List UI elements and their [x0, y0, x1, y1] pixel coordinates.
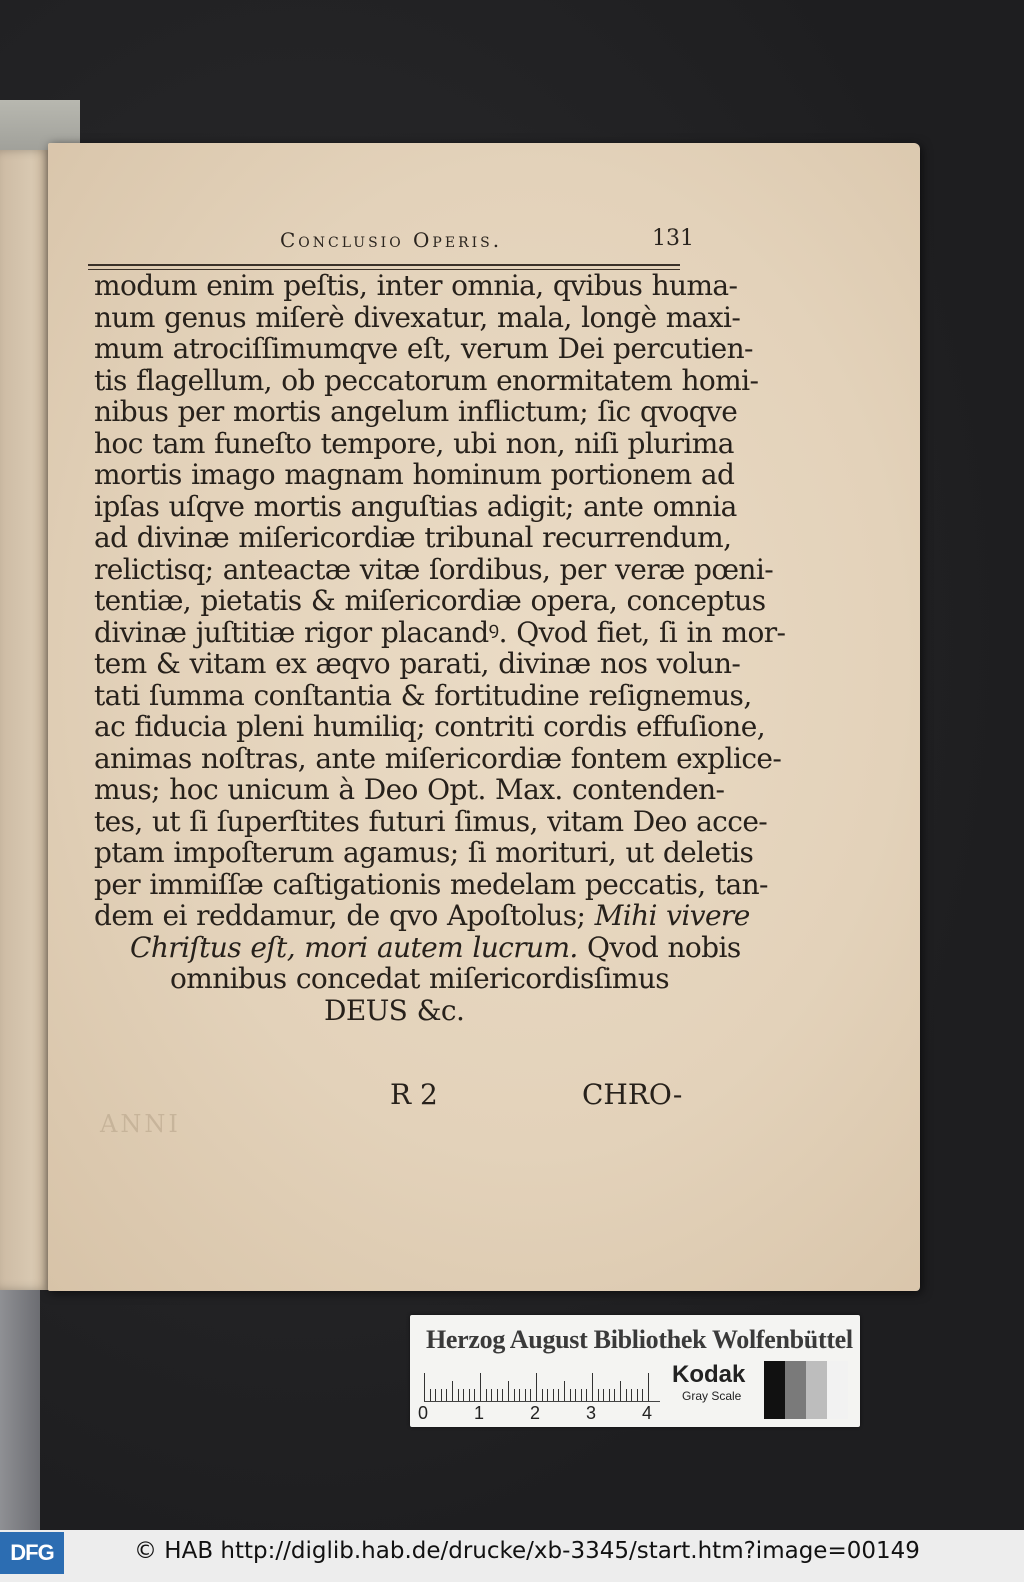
gray-swatch — [785, 1361, 806, 1419]
ruler-number: 3 — [586, 1403, 597, 1423]
ruler-number: 0 — [418, 1403, 429, 1423]
library-name: Herzog August Bibliothek Wolfenbüttel — [426, 1325, 853, 1354]
text-line: tis flagellum, ob peccatorum enormitatem homi- — [94, 363, 759, 397]
bleed-through-text: ANNI — [100, 1110, 181, 1138]
color-calibration-card — [410, 1315, 860, 1427]
ruler-number: 1 — [474, 1403, 485, 1423]
dfg-logo: DFG — [0, 1532, 64, 1574]
text-line: per immiſſæ caſtigationis medelam peccatis, tan- — [94, 867, 768, 901]
ruler-tick — [463, 1389, 464, 1401]
text-line: num genus miſerè divexatur, mala, longè maxi- — [94, 300, 741, 334]
text-line: omnibus concedat miſericordisſimus — [170, 962, 670, 995]
spine-strip — [0, 1290, 40, 1540]
signature-mark: R 2 — [390, 1078, 438, 1111]
text-line-italic: Chriſtus eſt, mori autem lucrum. — [130, 930, 578, 964]
ruler-tick — [452, 1381, 453, 1401]
ruler-tick — [575, 1389, 576, 1401]
text-line: ac fiducia pleni humiliq; contriti cordis effuſione, — [94, 710, 766, 743]
text-line: mus; hoc unicum à Deo Opt. Max. contenden- — [94, 773, 725, 806]
text-line — [94, 899, 750, 932]
text-line: hoc tam funeſto tempore, ubi non, niſi plurima — [94, 426, 734, 460]
kodak-logo: Kodak — [672, 1361, 746, 1388]
ruler-tick — [570, 1389, 571, 1401]
ruler-tick — [502, 1389, 503, 1401]
gray-swatch — [764, 1361, 785, 1419]
text-line: modum enim peſtis, inter omnia, qvibus huma- — [94, 269, 738, 302]
ruler-tick — [514, 1389, 515, 1401]
page-header — [84, 224, 694, 260]
previous-leaf-edge — [0, 150, 52, 1290]
ruler-tick — [614, 1389, 615, 1401]
text-line: tes, ut ſi ſuperſtites futuri ſimus, vitam Deo acce- — [94, 804, 768, 838]
ruler-tick — [508, 1381, 509, 1401]
body-text — [94, 269, 786, 1027]
text-line: mum atrociſſimumqve eſt, verum Dei percutien- — [94, 332, 753, 365]
ruler-number: 2 — [530, 1403, 541, 1423]
text-line: relictisq; anteactæ vitæ ſordibus, per veræ pœni- — [94, 552, 774, 586]
ruler-tick — [486, 1389, 487, 1401]
text-line: tentiæ, pietatis & miſericordiæ opera, conceptus — [94, 584, 766, 617]
ruler-tick — [586, 1389, 587, 1401]
ruler-tick — [592, 1373, 593, 1401]
text-line: tem & vitam ex æqvo parati, divinæ nos volun- — [94, 647, 741, 680]
ruler-tick — [435, 1389, 436, 1401]
text-line-roman: Qvod nobis — [587, 930, 741, 964]
closing-line: DEUS &c. — [324, 993, 465, 1027]
ruler-number: 4 — [642, 1403, 653, 1423]
ruler-tick — [603, 1389, 604, 1401]
ruler-tick — [424, 1373, 425, 1401]
text-line-roman: dem ei reddamur, de qvo Apoſtolus; — [94, 899, 586, 932]
ruler-tick — [558, 1389, 559, 1401]
ruler-tick — [598, 1389, 599, 1401]
ruler-tick — [530, 1389, 531, 1401]
text-line: animas noſtras, ante miſericordiæ fontem explice- — [94, 741, 782, 775]
ruler-tick — [637, 1389, 638, 1401]
text-line: nibus per mortis angelum inflictum; ſic qvoqve — [94, 395, 738, 428]
ruler-tick — [525, 1389, 526, 1401]
ruler-tick — [581, 1389, 582, 1401]
ruler-tick — [480, 1373, 481, 1401]
scale-ruler — [424, 1369, 660, 1402]
text-line: mortis imago magnam hominum portionem ad — [94, 458, 735, 491]
ruler-tick — [458, 1389, 459, 1401]
ruler-tick — [626, 1389, 627, 1401]
ruler-tick — [474, 1389, 475, 1401]
running-head: Conclusio Operis. — [280, 228, 503, 252]
ruler-tick — [469, 1389, 470, 1401]
ruler-tick — [564, 1381, 565, 1401]
ruler-tick — [642, 1389, 643, 1401]
text-line: tati ſumma conſtantia & fortitudine reſignemus, — [94, 678, 752, 712]
text-line: ptam impoſterum agamus; ſi morituri, ut deletis — [94, 836, 754, 869]
ruler-tick — [609, 1389, 610, 1401]
ruler-tick — [491, 1389, 492, 1401]
catchword: CHRO- — [582, 1078, 683, 1111]
viewer-footer — [0, 1530, 1024, 1582]
ruler-tick — [648, 1373, 649, 1401]
ruler-numbers — [418, 1403, 668, 1423]
ruler-tick — [497, 1389, 498, 1401]
text-line: divinæ juſtitiæ rigor placandꝰ. Qvod fiet, ſi in mor- — [94, 615, 786, 649]
ruler-tick — [553, 1389, 554, 1401]
gray-swatch — [827, 1361, 848, 1419]
ruler-tick — [542, 1389, 543, 1401]
ruler-tick — [620, 1381, 621, 1401]
ruler-tick — [547, 1389, 548, 1401]
kodak-gray-scale — [672, 1361, 852, 1421]
page-number: 131 — [652, 226, 694, 251]
text-line — [94, 930, 741, 964]
copyright-link[interactable]: © HAB http://diglib.hab.de/drucke/xb-3345/start.htm?image=00149 — [134, 1538, 920, 1564]
ruler-tick — [536, 1373, 537, 1401]
ruler-tick — [446, 1389, 447, 1401]
ruler-tick — [631, 1389, 632, 1401]
ruler-tick — [519, 1389, 520, 1401]
ruler-tick — [430, 1389, 431, 1401]
ruler-tick — [441, 1389, 442, 1401]
page-footer — [94, 1078, 694, 1118]
text-line: ad divinæ miſericordiæ tribunal recurrendum, — [94, 521, 732, 554]
gray-swatch — [806, 1361, 827, 1419]
text-line: ipſas uſqve mortis anguſtias adigit; ante omnia — [94, 489, 737, 523]
gray-scale-label: Gray Scale — [682, 1389, 742, 1403]
gray-swatches — [764, 1361, 848, 1419]
text-line-italic: Mihi vivere — [594, 899, 750, 932]
